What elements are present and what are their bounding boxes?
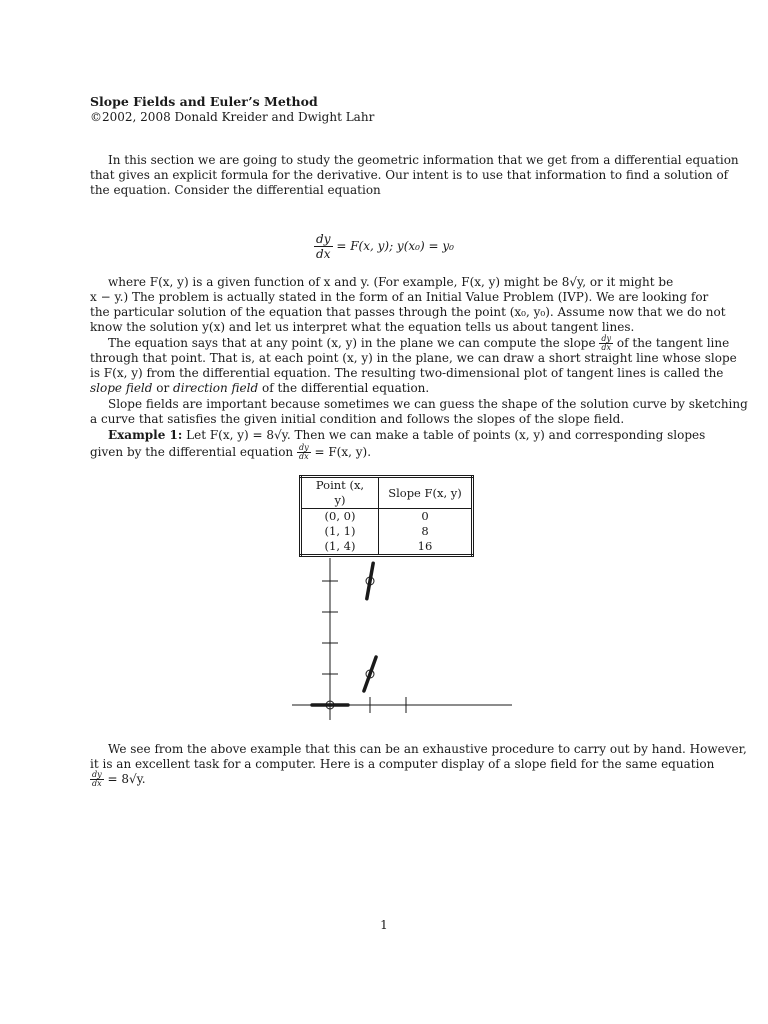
intro-line-3: the equation. Consider the differential equation (90, 183, 381, 197)
slopes-table (299, 475, 474, 557)
example-line-2 (90, 444, 680, 461)
table-cell: (1, 4) (301, 539, 379, 556)
fraction-numerator: dy (298, 443, 309, 452)
para3-tail: of the differential equation. (258, 381, 430, 395)
example-label: Example 1: (108, 428, 183, 442)
fraction-denominator: dx (298, 452, 309, 461)
term-slope-field: slope field (90, 381, 153, 395)
fraction-numerator: dy (316, 232, 331, 246)
fraction-denominator: dx (316, 247, 331, 261)
fraction-numerator: dy (601, 334, 612, 343)
inline-dy-dx-fraction (90, 771, 104, 788)
para5-line-3 (90, 771, 680, 788)
para2-line-3: the particular solution of the equation that passes through the point (x₀, y₀). Assume now that we do not (90, 305, 726, 319)
para3-connector: or (152, 381, 174, 395)
table-cell: 8 (421, 524, 429, 538)
para2-line-2: x − y.) The problem is actually stated in the form of an Initial Value Problem (IVP). We are looking for (90, 290, 709, 304)
para3-line-3: is F(x, y) from the differential equation. The resulting two-dimensional plot of tangent lines is called the (90, 366, 724, 380)
para2-line-1: where F(x, y) is a given function of x and y. (For example, F(x, y) might be 8√y, or it might be (108, 275, 674, 289)
fraction-denominator: dx (92, 779, 102, 788)
inline-dy-dx-fraction (599, 335, 613, 352)
table-cell: 16 (417, 539, 433, 553)
document-title: Slope Fields and Euler’s Method (90, 94, 318, 109)
para5-line-3-tail: = 8√y. (107, 772, 146, 786)
para2-line-4: know the solution y(x) and let us interpret what the equation tells us about tangent lines. (90, 320, 635, 334)
para3-line-1-text-a: The equation says that at any point (x, y) in the plane we can compute the slope (108, 336, 596, 350)
main-equation (0, 232, 768, 261)
intro-line-2: that gives an explicit formula for the derivative. Our intent is to use that information to find a solution of (90, 168, 729, 182)
equation-rest: = F(x, y); y(x₀) = y₀ (336, 239, 454, 253)
para3-line-1 (108, 334, 730, 352)
inline-dy-dx-fraction (297, 444, 311, 461)
para5-line-2: it is an excellent task for a computer. Here is a computer display of a slope field for the same equation (90, 757, 715, 771)
slope-field-sketch (280, 550, 520, 730)
slope-segment (367, 563, 373, 598)
fraction-numerator: dy (92, 770, 102, 779)
table-row (301, 509, 473, 525)
table-cell: (1, 1) (301, 524, 379, 539)
copyright-line: ©2002, 2008 Donald Kreider and Dwight Lahr (90, 110, 375, 124)
example-line-1 (108, 428, 706, 443)
table-header-point: Point (x, y) (301, 477, 379, 509)
table-cell: 0 (421, 509, 429, 523)
dy-dx-fraction (314, 232, 332, 261)
intro-line-1: In this section we are going to study the geometric information that we get from a differential equation (108, 153, 739, 167)
table-cell: (0, 0) (301, 509, 379, 525)
para4-line-2: a curve that satisfies the given initial condition and follows the slopes of the slope field. (90, 412, 625, 426)
term-direction-field: direction field (173, 381, 259, 395)
table-header-slope: Slope F(x, y) (379, 477, 473, 509)
table-header-row (301, 477, 473, 509)
para4-line-1: Slope fields are important because sometimes we can guess the shape of the solution curve by sketching (108, 397, 748, 411)
page-number: 1 (380, 918, 388, 932)
para3-line-2: through that point. That is, at each point (x, y) in the plane, we can draw a short straight line whose slope (90, 351, 737, 365)
example-line-2-text: given by the differential equation (90, 445, 294, 459)
para3-line-4 (90, 381, 680, 396)
para3-line-1-text-b: of the tangent line (616, 336, 730, 350)
example-text: Let F(x, y) = 8√y. Then we can make a table of points (x, y) and corresponding slopes (182, 428, 706, 442)
fraction-denominator: dx (601, 343, 612, 352)
example-line-2-tail: = F(x, y). (314, 445, 372, 459)
para5-line-1: We see from the above example that this can be an exhaustive procedure to carry out by hand. However, (108, 742, 747, 756)
table-row (301, 524, 473, 539)
